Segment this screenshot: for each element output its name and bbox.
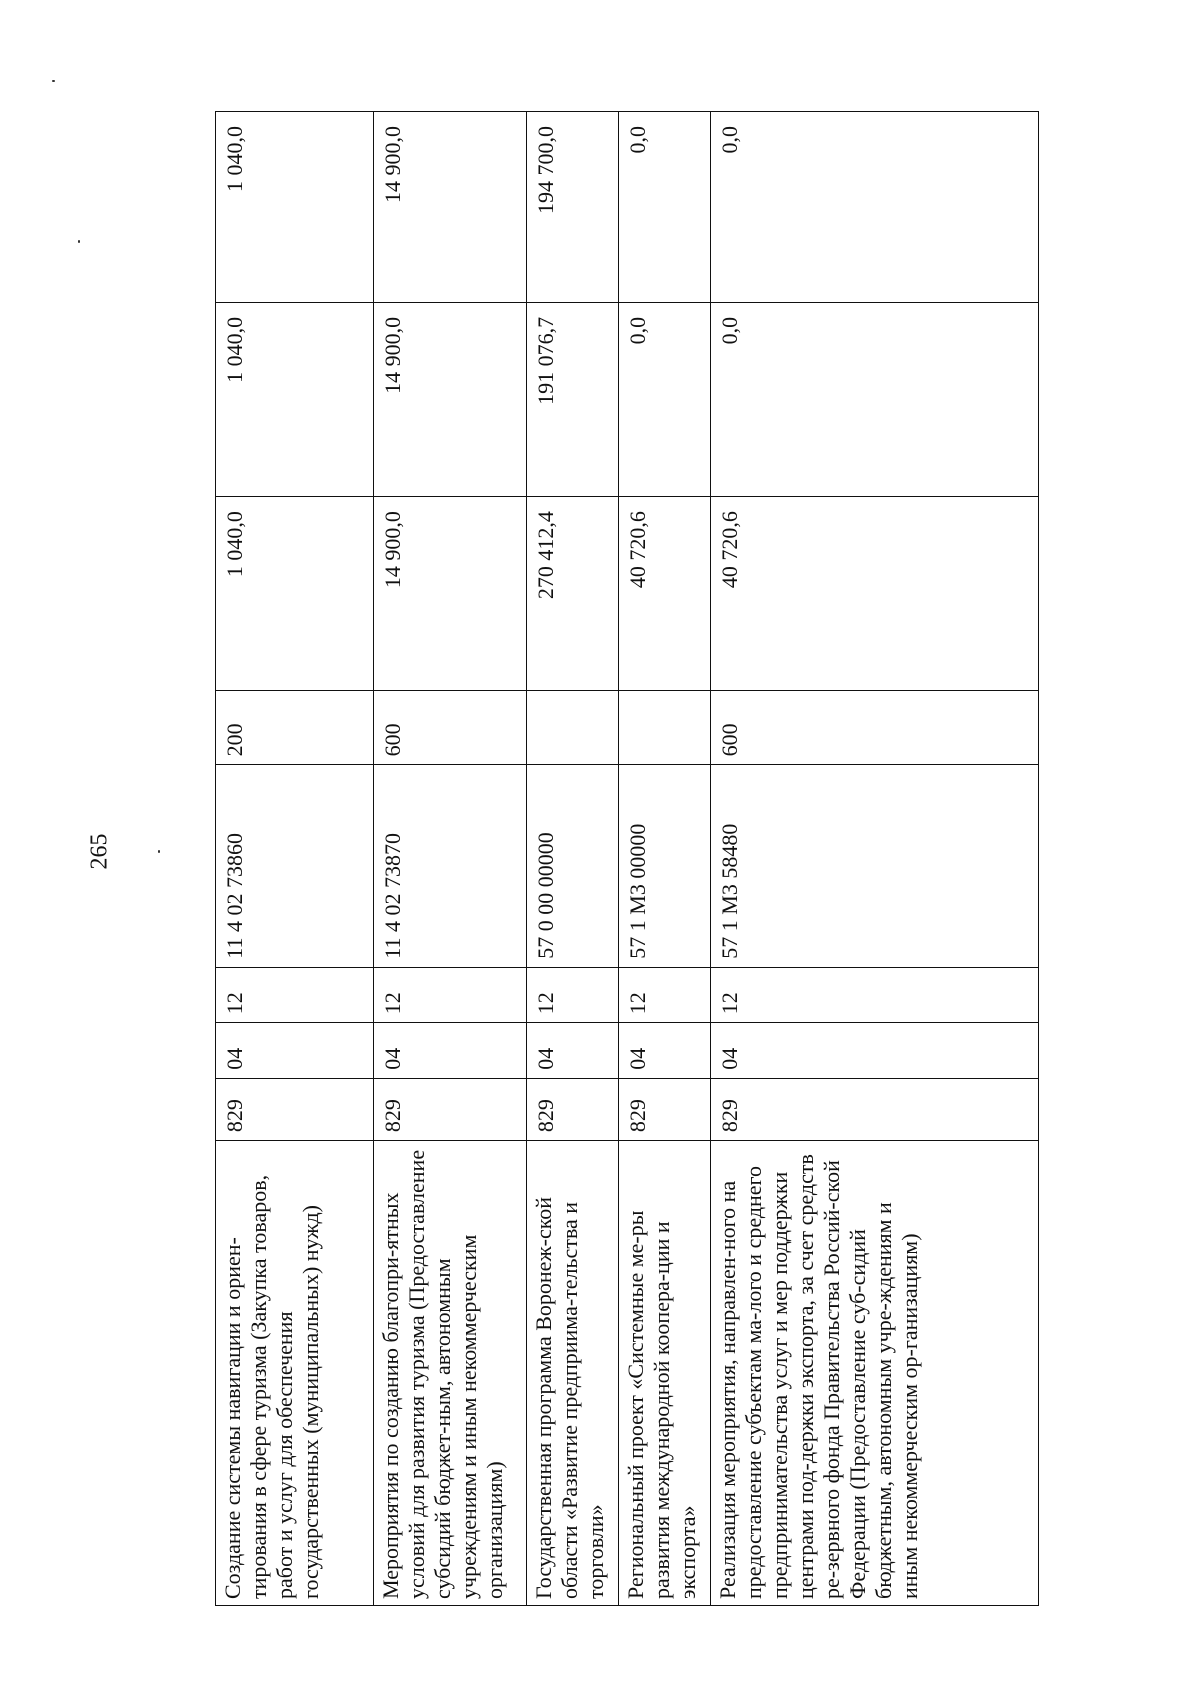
cell-amount-2: 1 040,0 bbox=[216, 302, 374, 496]
row-description: Мероприятия по созданию благопри-ятных условий для развития туризма (Предоставление субсидий бюджет-ным, автономным учреждениям и иным некоммерческим организациям) bbox=[374, 1141, 527, 1606]
cell-rz: 04 bbox=[374, 1023, 527, 1079]
cell-amount-1: 1 040,0 bbox=[216, 497, 374, 691]
cell-vr: 600 bbox=[374, 691, 527, 765]
cell-pr: 12 bbox=[216, 967, 374, 1023]
cell-pr: 12 bbox=[619, 967, 711, 1023]
row-description: Региональный проект «Системные ме-ры развития международной коопера-ции и экспорта» bbox=[619, 1141, 711, 1606]
table-row bbox=[216, 112, 374, 1606]
cell-amount-1: 40 720,6 bbox=[711, 497, 1039, 691]
scan-speck bbox=[158, 850, 160, 853]
cell-ved: 829 bbox=[711, 1078, 1039, 1140]
cell-amount-3: 14 900,0 bbox=[374, 112, 527, 303]
cell-pr: 12 bbox=[374, 967, 527, 1023]
cell-amount-3: 0,0 bbox=[619, 112, 711, 303]
cell-rz: 04 bbox=[619, 1023, 711, 1079]
cell-ved: 829 bbox=[374, 1078, 527, 1140]
row-description: Создание системы навигации и ориен-тирования в сфере туризма (Закупка товаров, работ и услуг для обеспечения государственных (муниципальных) нужд) bbox=[216, 1141, 374, 1606]
cell-vr bbox=[619, 691, 711, 765]
budget-table-rotated bbox=[215, 111, 1090, 1606]
cell-pr: 12 bbox=[711, 967, 1039, 1023]
table-row bbox=[619, 112, 711, 1606]
cell-amount-2: 191 076,7 bbox=[527, 302, 619, 496]
row-description: Государственная программа Воронеж-ской области «Развитие предприима-тельства и торговли» bbox=[527, 1141, 619, 1606]
scan-speck bbox=[52, 80, 55, 82]
table-row bbox=[711, 112, 1039, 1606]
row-description: Реализация мероприятия, направлен-ного на предоставление субъектам ма-лого и среднего предпринимательства услуг и мер поддержки центрами под-держки экспорта, за счет средств ре-зервного фонда Правительства Россий-ской Федерации (Предоставление суб-сидий бюджетным, автономным учре-ждениям и иным некоммерческим ор-ганизациям) bbox=[711, 1141, 1039, 1606]
table-row bbox=[527, 112, 619, 1606]
cell-vr bbox=[527, 691, 619, 765]
cell-amount-1: 14 900,0 bbox=[374, 497, 527, 691]
page-number: 265 bbox=[86, 833, 113, 870]
cell-amount-3: 194 700,0 bbox=[527, 112, 619, 303]
cell-amount-1: 40 720,6 bbox=[619, 497, 711, 691]
cell-amount-3: 0,0 bbox=[711, 112, 1039, 303]
cell-csr: 57 1 М3 00000 bbox=[619, 765, 711, 967]
budget-table-body bbox=[216, 112, 1039, 1606]
cell-amount-1: 270 412,4 bbox=[527, 497, 619, 691]
cell-amount-2: 14 900,0 bbox=[374, 302, 527, 496]
cell-rz: 04 bbox=[527, 1023, 619, 1079]
table-row bbox=[374, 112, 527, 1606]
cell-ved: 829 bbox=[216, 1078, 374, 1140]
cell-rz: 04 bbox=[711, 1023, 1039, 1079]
cell-pr: 12 bbox=[527, 967, 619, 1023]
budget-table bbox=[215, 111, 1039, 1606]
cell-csr: 57 0 00 00000 bbox=[527, 765, 619, 967]
cell-vr: 600 bbox=[711, 691, 1039, 765]
cell-ved: 829 bbox=[619, 1078, 711, 1140]
cell-ved: 829 bbox=[527, 1078, 619, 1140]
cell-amount-2: 0,0 bbox=[711, 302, 1039, 496]
cell-csr: 57 1 М3 58480 bbox=[711, 765, 1039, 967]
cell-amount-2: 0,0 bbox=[619, 302, 711, 496]
cell-rz: 04 bbox=[216, 1023, 374, 1079]
cell-csr: 11 4 02 73870 bbox=[374, 765, 527, 967]
scan-speck bbox=[78, 240, 80, 243]
cell-csr: 11 4 02 73860 bbox=[216, 765, 374, 967]
cell-amount-3: 1 040,0 bbox=[216, 112, 374, 303]
cell-vr: 200 bbox=[216, 691, 374, 765]
